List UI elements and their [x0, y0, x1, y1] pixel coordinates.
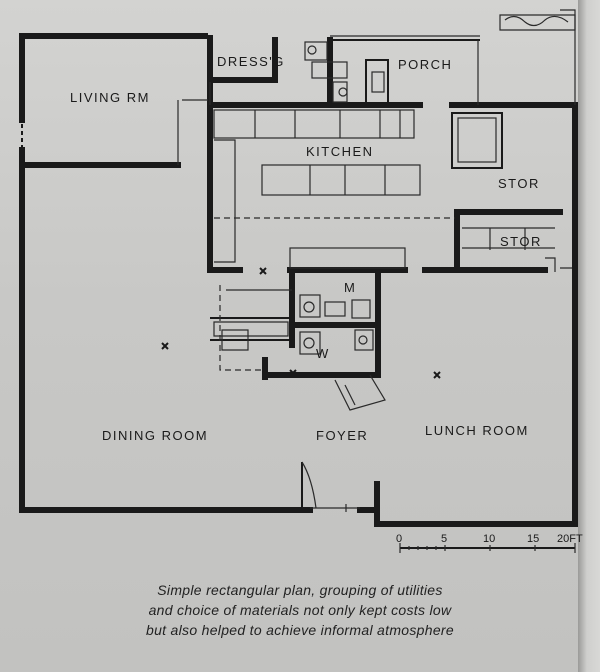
label-men: M: [344, 280, 357, 295]
label-storage-2: STOR: [500, 234, 542, 249]
scale-tick-10: 10: [483, 533, 496, 545]
scale-tick-0: 0: [396, 533, 403, 545]
label-foyer: FOYER: [316, 428, 369, 443]
caption-line-3: but also helped to achieve informal atmosphere: [146, 622, 454, 638]
figure-caption: [60, 580, 540, 640]
label-dining-room: DINING ROOM: [102, 428, 209, 443]
caption-line-2: and choice of materials not only kept costs low: [148, 602, 452, 618]
label-kitchen: KITCHEN: [306, 144, 374, 159]
label-storage-1: STOR: [498, 176, 540, 191]
kitchen-counters: [214, 110, 455, 268]
foyer-doors: [302, 375, 385, 512]
label-lunch-room: LUNCH ROOM: [425, 423, 529, 438]
scale-tick-15: 15: [527, 533, 540, 545]
exterior-walls: [22, 36, 575, 524]
scale-tick-20ft: 20FT: [557, 533, 583, 545]
dressing-fixtures: [210, 42, 388, 105]
label-living-room: LIVING RM: [70, 90, 150, 105]
label-dressing: DRESS'G: [217, 54, 285, 69]
caption-line-1: Simple rectangular plan, grouping of utilities: [157, 582, 443, 598]
label-women: W: [316, 346, 330, 361]
scale-tick-5: 5: [441, 533, 448, 545]
scale-bar: [396, 533, 583, 553]
label-porch: PORCH: [398, 57, 453, 72]
